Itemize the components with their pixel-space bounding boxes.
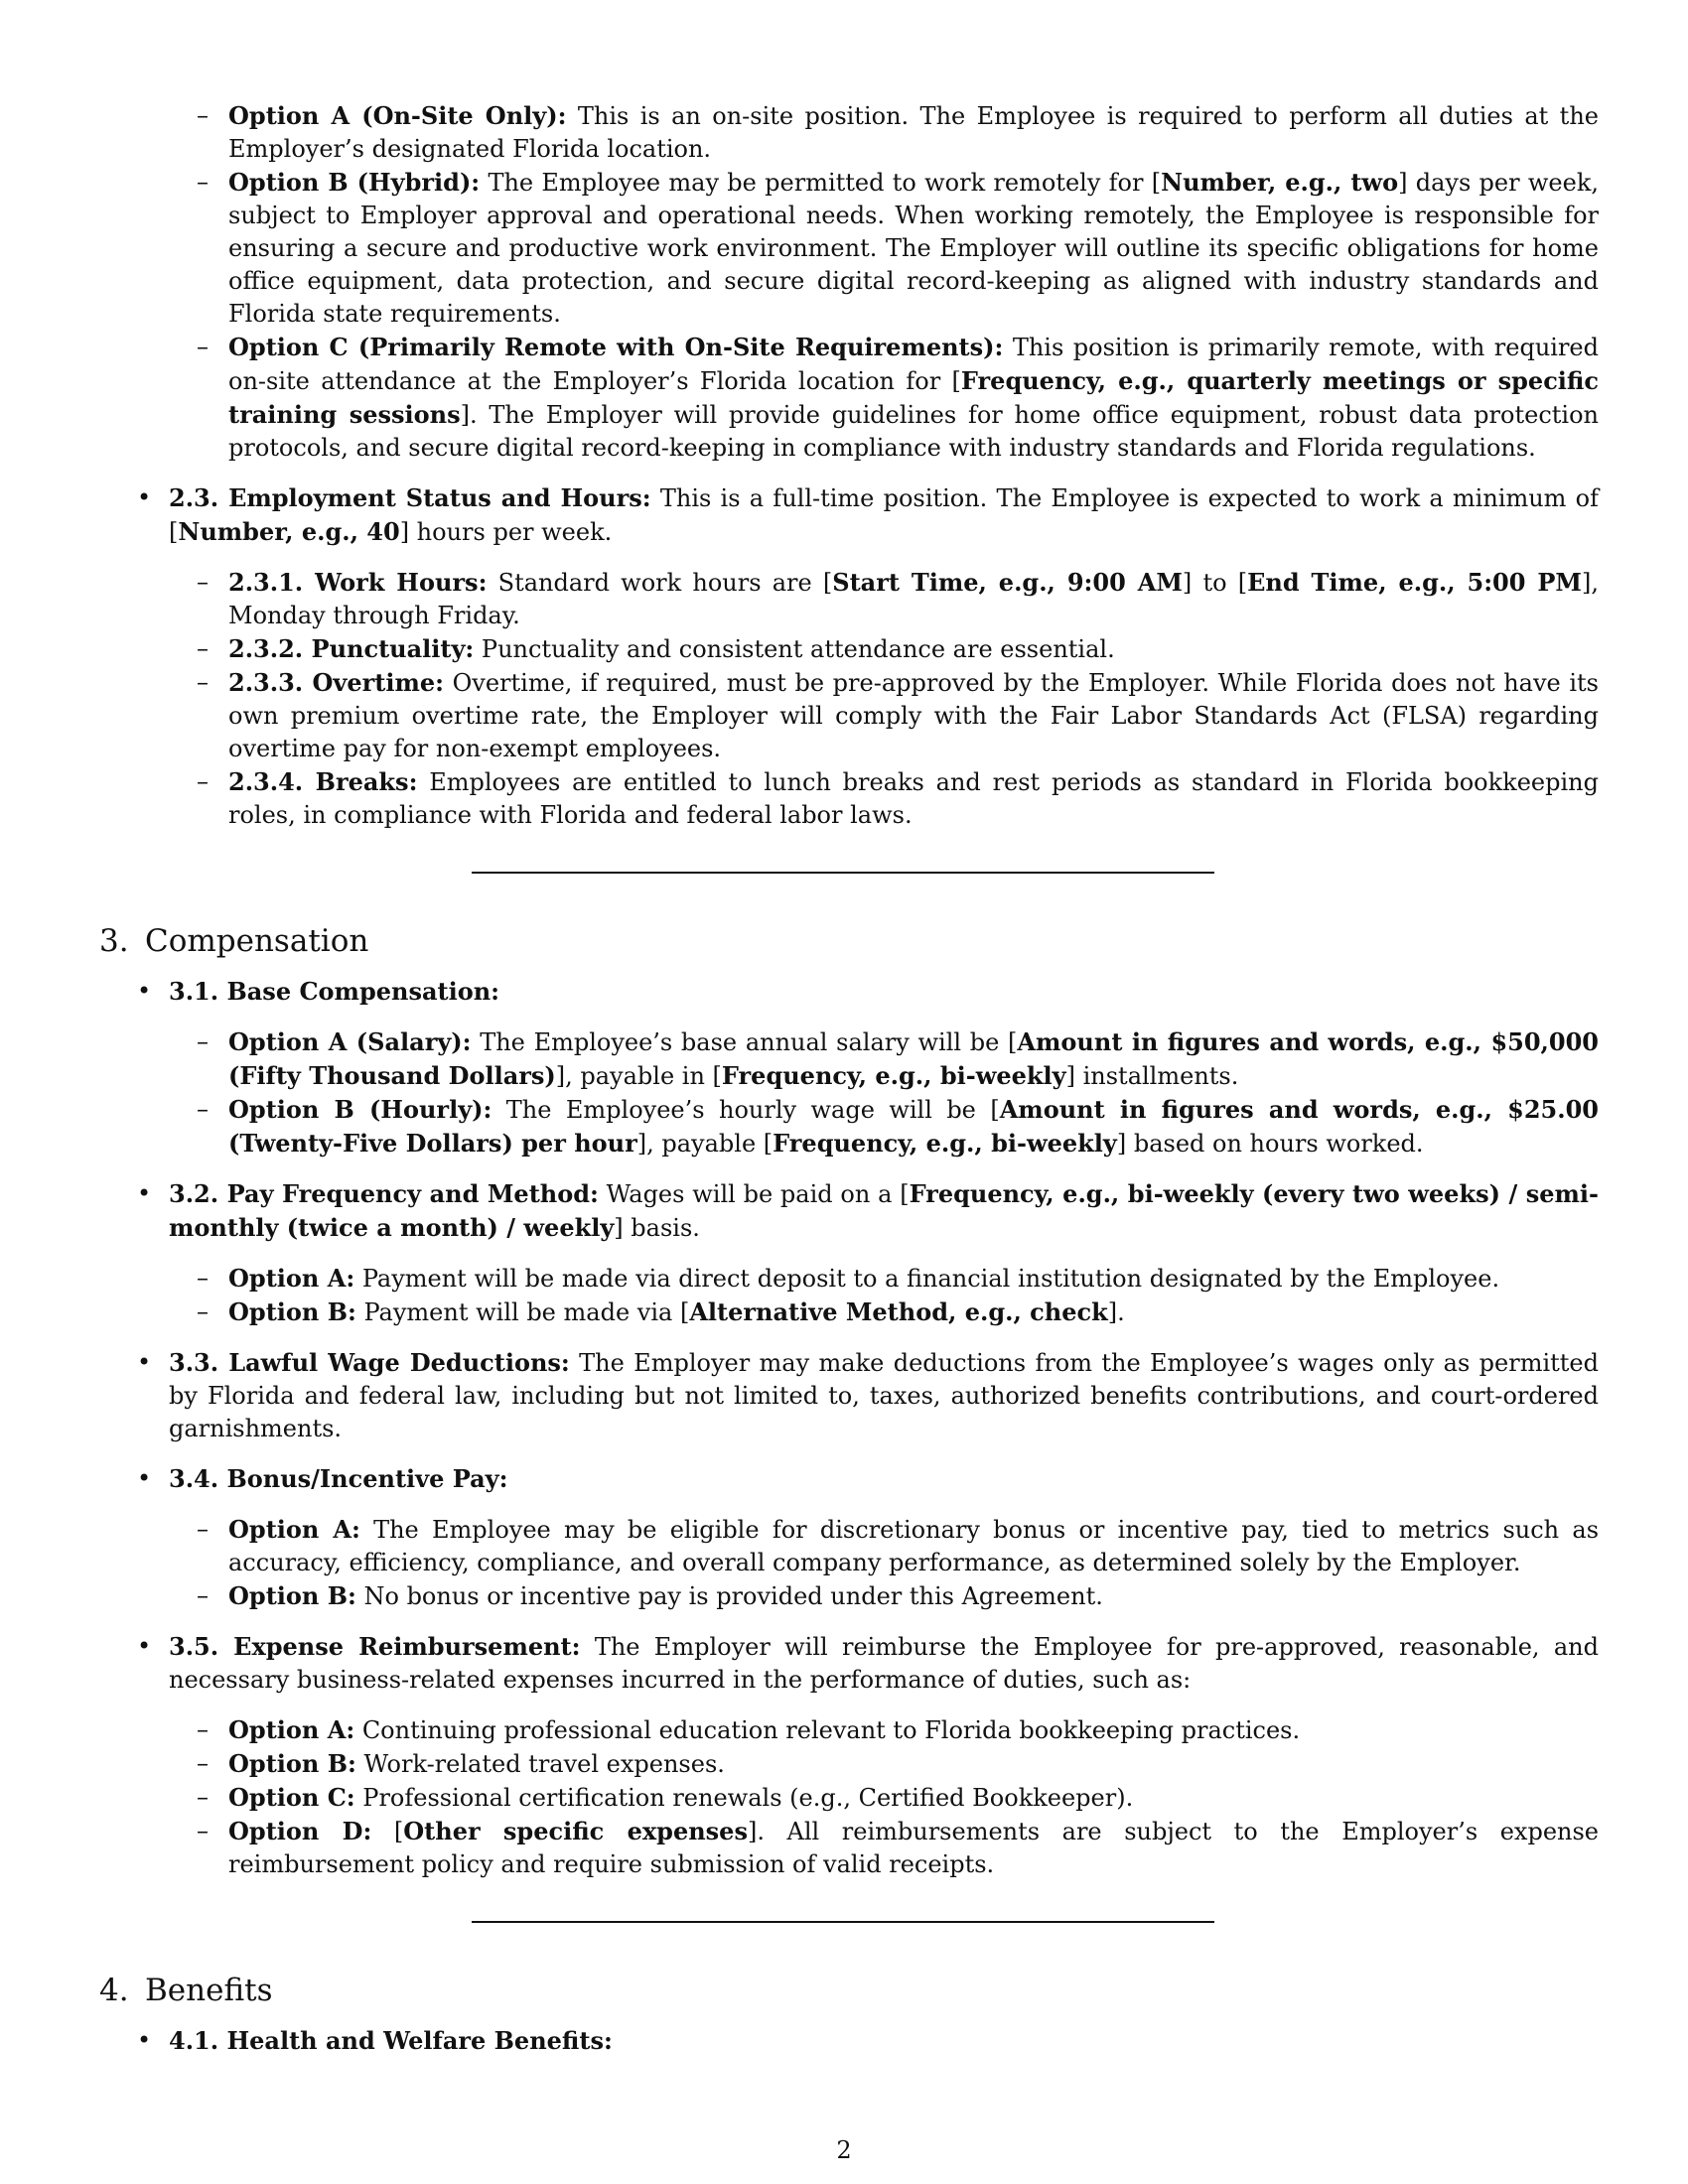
- clause-3-5-options: [169, 1713, 1599, 1881]
- clause-3-1: • 3.1. Base Compensation: – Option A (Salary): The Employee’s base annual salary will be [Amount in figures and words, e.g., $50,000 (Fifty Thousand Dollars)], payable in [Frequency, e.g., bi-weekly] installments. – Option B (Hourly): The Employee’s hourly wage will be [Amount in figures and words, e.g., $25.00 (Twenty-Five Dollars) per hour], payable [Frequency, e.g., bi-weekly] based on hours worked.: [99, 975, 1599, 1160]
- option-hybrid: – Option B (Hybrid): The Employee may be permitted to work remotely for [Number, e.g., two] days per week, subject to Employer approval and operational needs. When working remotely, the Employee is responsible for ensuring a secure and productive work environment. The Employer will outline its specific obligations for home office equipment, data protection, and secure digital record-keeping as aligned with industry standards and Florida state requirements.: [99, 166, 1599, 331]
- clause-3-4-options: [169, 1513, 1599, 1613]
- section-divider: [472, 1921, 1214, 1923]
- option-primarily-remote: – Option C (Primarily Remote with On-Site Requirements): This position is primarily remote, with required on-site attendance at the Employer’s Florida location for [Frequency, e.g., quarterly meetings or specific training sessions]. The Employer will provide guidelines for home office equipment, robust data protection protocols, and secure digital record-keeping in compliance with industry standards and Florida regulations.: [99, 331, 1599, 465]
- section-heading-benefits: 4. Benefits: [99, 1973, 273, 2008]
- placeholder: Number, e.g., 40: [178, 517, 400, 546]
- clause-2-3-1: – 2.3.1. Work Hours: Standard work hours are [Start Time, e.g., 9:00 AM] to [End Time, e.g., 5:00 PM], Monday through Friday.: [169, 566, 1599, 632]
- clause-3-2: • 3.2. Pay Frequency and Method: Wages will be paid on a [Frequency, e.g., bi-weekly (every two weeks) / semi-monthly (twice a month) / weekly] basis. – Option A: Payment will be made via direct deposit to a financial institution designated by the Employee. – Option B: Payment will be made via [Alternative Method, e.g., check].: [99, 1177, 1599, 1329]
- placeholder: Frequency, e.g., quarterly meetings or specific training sessions: [228, 366, 1599, 429]
- section-2-list: [99, 481, 1599, 832]
- placeholder: Number, e.g., two: [1161, 168, 1399, 197]
- section-heading-compensation: 3. Compensation: [99, 923, 369, 959]
- clause-2-3: • 2.3. Employment Status and Hours: This is a full-time position. The Employee is expected to work a minimum of [Number, e.g., 40] hours per week. – 2.3.1. Work Hours: Standard work hours are [Start Time, e.g., 9:00 AM] to [End Time, e.g., 5:00 PM], Monday through Friday. – 2.3.2. Punctuality: Punctuality and consistent attendance are essential. – 2.3.3. Overtime: Overtime, if required, must be pre-approved by the Employer. While Florida does not have its own premium overtime rate, the Employer will comply with the Fair Labor Standards Act (FLSA) regarding overtime pay for non-exempt employees. – 2.3.4. Breaks: Employees are entitled to lunch breaks and rest periods as standard in Florida bookkeeping roles, in compliance with Florida and federal labor laws.: [99, 481, 1599, 832]
- option-bonus-eligible: – Option A: The Employee may be eligible for discretionary bonus or incentive pay, tied to metrics such as accuracy, efficiency, compliance, and overall company performance, as determined solely by the Employer.: [169, 1513, 1599, 1579]
- option-salary: – Option A (Salary): The Employee’s base annual salary will be [Amount in figures and words, e.g., $50,000 (Fifty Thousand Dollars)], payable in [Frequency, e.g., bi-weekly] installments.: [169, 1025, 1599, 1093]
- option-on-site: – Option A (On-Site Only): This is an on-site position. The Employee is required to perform all duties at the Employer’s designated Florida location.: [99, 99, 1599, 166]
- option-hourly: – Option B (Hourly): The Employee’s hourly wage will be [Amount in figures and words, e.g., $25.00 (Twenty-Five Dollars) per hour], payable [Frequency, e.g., bi-weekly] based on hours worked.: [169, 1093, 1599, 1160]
- section-divider: [472, 872, 1214, 874]
- clause-2-3-4: – 2.3.4. Breaks: Employees are entitled to lunch breaks and rest periods as standard in Florida bookkeeping roles, in compliance with Florida and federal labor laws.: [169, 765, 1599, 832]
- clause-3-1-options: [169, 1025, 1599, 1160]
- clause-2-3-2: – 2.3.2. Punctuality: Punctuality and consistent attendance are essential.: [169, 632, 1599, 666]
- clause-4-1: • 4.1. Health and Welfare Benefits:: [99, 2024, 1599, 2058]
- option-direct-deposit: – Option A: Payment will be made via direct deposit to a financial institution designated by the Employee.: [169, 1262, 1599, 1296]
- option-certification: – Option C: Professional certification renewals (e.g., Certified Bookkeeper).: [169, 1781, 1599, 1815]
- option-other-expenses: – Option D: [Other specific expenses]. All reimbursements are subject to the Employer’s expense reimbursement policy and require submission of valid receipts.: [169, 1815, 1599, 1881]
- document-page: [99, 99, 1599, 2058]
- section-4-list: [99, 2024, 1599, 2058]
- clause-3-3: • 3.3. Lawful Wage Deductions: The Employer may make deductions from the Employee’s wages only as permitted by Florida and federal law, including but not limited to, taxes, authorized benefits contributions, and court-ordered garnishments.: [99, 1346, 1599, 1462]
- option-travel: – Option B: Work-related travel expenses.: [169, 1747, 1599, 1781]
- page-number: 2: [836, 2136, 852, 2164]
- option-alternative-method: – Option B: Payment will be made via [Alternative Method, e.g., check].: [169, 1296, 1599, 1329]
- clause-2-3-subitems: [169, 566, 1599, 832]
- clause-3-4: • 3.4. Bonus/Incentive Pay: – Option A: The Employee may be eligible for discretionary bonus or incentive pay, tied to metrics such as accuracy, efficiency, compliance, and overall company performance, as determined solely by the Employer. – Option B: No bonus or incentive pay is provided under this Agreement.: [99, 1462, 1599, 1613]
- clause-2-3-3: – 2.3.3. Overtime: Overtime, if required, must be pre-approved by the Employer. While Florida does not have its own premium overtime rate, the Employer will comply with the Fair Labor Standards Act (FLSA) regarding overtime pay for non-exempt employees.: [169, 666, 1599, 765]
- option-education: – Option A: Continuing professional education relevant to Florida bookkeeping practices.: [169, 1713, 1599, 1747]
- section-3-list: [99, 975, 1599, 1881]
- clause-3-5: • 3.5. Expense Reimbursement: The Employer will reimburse the Employee for pre-approved, reasonable, and necessary business-related expenses incurred in the performance of duties, such as: – Option A: Continuing professional education relevant to Florida bookkeeping practices. – Option B: Work-related travel expenses. – Option C: Professional certification renewals (e.g., Certified Bookkeeper). – Option D: [Other specific expenses]. All reimbursements are subject to the Employer’s expense reimbursement policy and require submission of valid receipts.: [99, 1630, 1599, 1881]
- work-location-options: [99, 99, 1599, 465]
- option-no-bonus: – Option B: No bonus or incentive pay is provided under this Agreement.: [169, 1579, 1599, 1613]
- clause-3-2-options: [169, 1262, 1599, 1329]
